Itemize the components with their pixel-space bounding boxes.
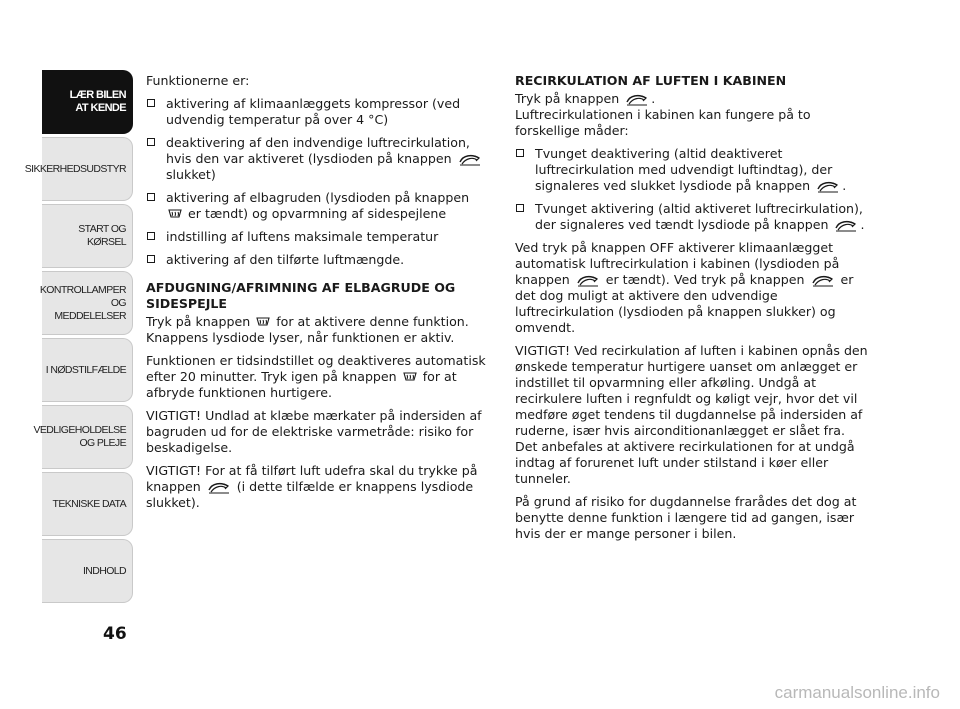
tab-kontrollamper[interactable] [39, 271, 133, 335]
list-item: aktivering af klimaanlæggets kompressor (ved udvendig temperatur på over 4 °C) [146, 96, 491, 128]
tab-vedligeholdelse[interactable] [33, 405, 133, 469]
tab-label: I NØDSTILFÆLDE [45, 363, 126, 376]
tab-label: TEKNISKE DATA [52, 497, 126, 510]
tab-start-og-korsel[interactable] [42, 204, 133, 268]
list-item: aktivering af den tilførte luftmængde. [146, 252, 491, 268]
rear-defrost-icon [168, 208, 182, 221]
tab-indhold[interactable] [42, 539, 133, 603]
list-item: Tvunget aktivering (altid aktiveret luftrecirkulation), der signaleres ved tændt lysdiode på knappen . [515, 201, 870, 233]
section-heading-recirculation: RECIRKULATION AF LUFTEN I KABINEN [515, 73, 787, 88]
chapter-sidebar [24, 70, 133, 606]
functions-intro: Funktionerne er: [146, 73, 250, 88]
section-heading-defrost: AFDUGNING/AFRIMNING AF ELBAGRUDE OG SIDESPEJLE [146, 280, 456, 311]
list-item: deaktivering af den indvendige luftrecirkulation, hvis den var aktiveret (lysdioden på knappen slukket) [146, 135, 491, 183]
paragraph: Tryk på knappen . [515, 91, 656, 106]
paragraph: VIGTIGT! Undlad at klæbe mærkater på indersiden af bagruden ud for de elektriske varmetråde: risiko for beskadigelse. [146, 408, 482, 455]
paragraph: På grund af risiko for dugdannelse frarådes det dog at benytte denne funktion i længere tid ad gangen, især hvis der er mange personer i bilen. [515, 494, 857, 541]
tab-label: VEDLIGEHOLDELSE OG PLEJE [33, 424, 126, 449]
paragraph: Funktionen er tidsindstillet og deaktiveres automatisk efter 20 minutter. Tryk igen på knappen for at afbryde funktionen hurtigere. [146, 353, 486, 400]
tab-laer-bilen-at-kende[interactable] [42, 70, 133, 134]
list-item: Tvunget deaktivering (altid deaktiveret luftrecirkulation med udvendigt luftindtag), der signaleres ved slukket lysdiode på knappen . [515, 146, 870, 194]
recirculation-icon [207, 481, 231, 494]
tab-label: INDHOLD [82, 564, 126, 577]
tab-label: LÆR BILEN AT KENDE [69, 89, 126, 114]
paragraph: Tryk på knappen for at aktivere denne funktion. Knappens lysdiode lyser, når funktionen er aktiv. [146, 314, 469, 345]
tab-i-nodstilfaelde[interactable] [42, 338, 133, 402]
right-column [515, 73, 870, 549]
watermark: carmanualsonline.info [774, 683, 940, 702]
list-item: indstilling af luftens maksimale temperatur [146, 229, 491, 245]
tab-label: START OG KØRSEL [78, 223, 126, 248]
tab-sikkerhedsudstyr[interactable] [24, 137, 133, 201]
rear-defrost-icon [403, 371, 417, 384]
paragraph: VIGTIGT! For at få tilført luft udefra skal du trykke på knappen (i dette tilfælde er knappens lysdiode slukket). [146, 463, 478, 510]
page-number: 46 [103, 624, 127, 644]
left-column [146, 73, 491, 518]
list-item: aktivering af elbagruden (lysdioden på knappen er tændt) og opvarmning af sidespejlene [146, 190, 491, 222]
recirculation-icon [458, 153, 482, 166]
paragraph: Ved tryk på knappen OFF aktiverer klimaanlægget automatisk luftrecirkulation i kabinen (lysdioden på knappen er tændt). Ved tryk på knappen er det dog muligt at aktivere den udvendige luftrecirkulation (lysdioden på knappen slukker) og omvendt. [515, 240, 854, 335]
paragraph: VIGTIGT! Ved recirkulation af luften i kabinen opnås den ønskede temperatur hurtigere uanset om anlægget er indstillet til opvarmning eller afkøling. Undgå at recirkulere luften i regnfuldt og køligt vejr, hvor det vil medføre øget tendens til dugdannelse på indersiden af ruderne, især hvis airconditionanlægget er slået fra. Det anbefales at aktivere recirkulationen for at undgå indtag af forurenet luft under stilstand i køer eller tunneler. [515, 343, 868, 486]
recirculation-icon [816, 180, 840, 193]
paragraph: Luftrecirkulationen i kabinen kan fungere på to forskellige måder: [515, 107, 811, 138]
recirculation-icon [625, 93, 649, 106]
rear-defrost-icon [256, 316, 270, 329]
recirculation-icon [576, 274, 600, 287]
tab-tekniske-data[interactable] [42, 472, 133, 536]
tab-label: SIKKERHEDSUDSTYR [24, 162, 126, 175]
recirculation-icon [811, 274, 835, 287]
tab-label: KONTROLLAMPER OG MEDDELELSER [39, 283, 126, 322]
recirculation-icon [834, 219, 858, 232]
